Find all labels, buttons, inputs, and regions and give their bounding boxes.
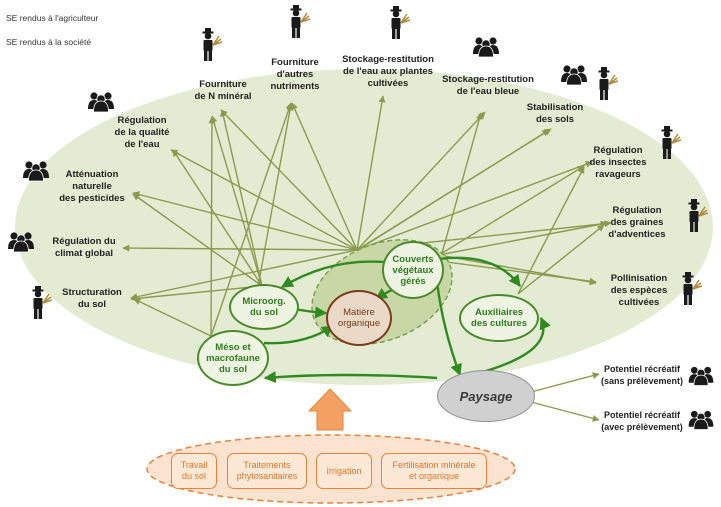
- legend-society: SE rendus à la société: [6, 37, 92, 47]
- society-icon: [561, 65, 587, 85]
- practice-fertilisation: Fertilisation minérale et organique: [381, 453, 487, 489]
- farmer-icon: [291, 5, 311, 38]
- farmer-icon: [391, 6, 411, 39]
- service-weeds: Régulation des graines d'adventices: [608, 205, 666, 240]
- society-icon: [689, 411, 714, 430]
- node-microorg: Microorg. du sol: [229, 284, 299, 330]
- service-nutrients: Fourniture d'autres nutriments: [270, 57, 320, 92]
- service-arrow: [211, 117, 212, 336]
- service-structuration: Structuration du sol: [62, 287, 122, 310]
- legend-farmer: SE rendus à l'agriculteur: [6, 13, 99, 23]
- service-n-mineral: Fourniture de N minéral: [194, 79, 252, 102]
- service-blue-water: Stockage-restitution de l'eau bleue: [442, 74, 534, 97]
- farmer-icon: [599, 67, 619, 100]
- recreation-avec-prelevement: Potentiel récréatif (avec prélèvement): [601, 410, 683, 432]
- society-icon: [88, 92, 114, 112]
- arrow-landscape-to-recreation-sans: [531, 374, 599, 392]
- recreation-arrows: [531, 374, 599, 420]
- service-soil-stabilisation: Stabilisation des sols: [526, 102, 584, 125]
- service-water-quality: Régulation de la qualité de l'eau: [114, 115, 170, 150]
- service-water-plants: Stockage-restitution de l'eau aux plantes cultivées: [342, 54, 434, 89]
- arrow-landscape-to-recreation-avec: [531, 402, 599, 420]
- farmer-icon: [683, 272, 703, 305]
- society-icon: [473, 37, 499, 57]
- practice-phytosanitary: Traitements phytosanitaires: [227, 453, 307, 489]
- service-pesticides: Atténuation naturelle des pesticides: [59, 169, 125, 204]
- service-pollination: Pollinisation des espèces cultivées: [610, 273, 668, 308]
- recreation-sans-prelevement: Potentiel récréatif (sans prélèvement): [600, 364, 684, 386]
- practice-tillage: Travail du sol: [171, 453, 217, 489]
- practices-arrow: [309, 389, 351, 430]
- node-mesofauna: Méso et macrofaune du sol: [197, 330, 269, 386]
- service-pest-insects: Régulation des insectes ravageurs: [589, 145, 647, 180]
- node-landscape: Paysage: [437, 370, 535, 422]
- service-climate: Régulation du climat global: [52, 236, 116, 259]
- node-auxiliaries: Auxiliaires des cultures: [459, 294, 539, 342]
- farmer-icon: [203, 28, 223, 61]
- node-organic-matter: Matière organique: [326, 290, 392, 346]
- node-cover-crops: Couverts végétaux gérés: [382, 241, 444, 299]
- practice-irrigation: Irrigation: [316, 453, 372, 489]
- society-icon: [689, 367, 714, 386]
